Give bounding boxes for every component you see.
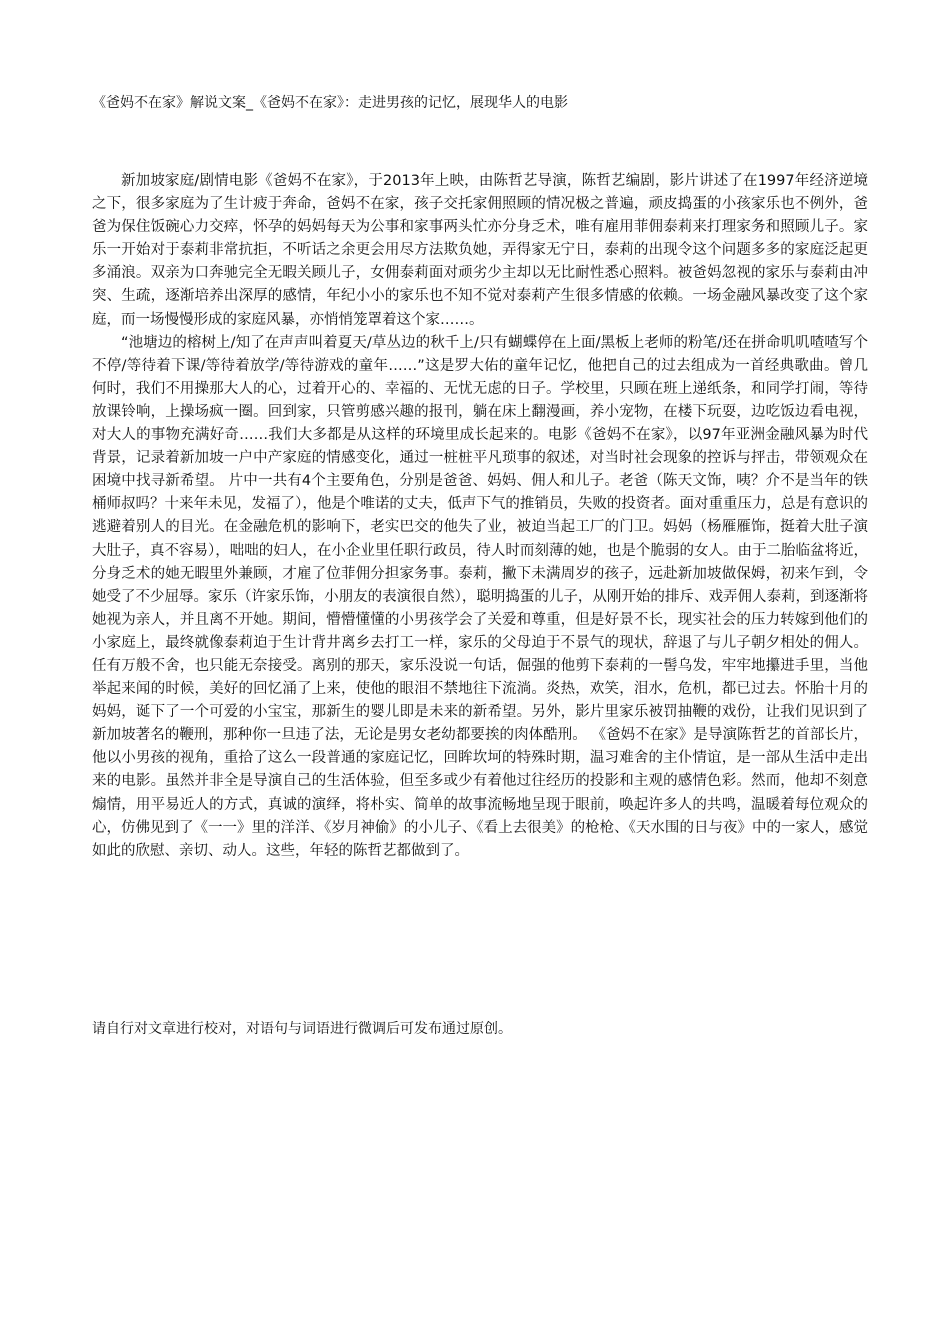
paragraph: 新加坡家庭/剧情电影《爸妈不在家》，于2013年上映，由陈哲艺导演，陈哲艺编剧，影片讲述了在1997年经济逆境之下，很多家庭为了生计疲于奔命，爸妈不在家，孩子交托家佣照顾的情况极之普遍，顽皮捣蛋的小孩家乐也不例外，爸爸为保住饭碗心力交瘁，怀孕的妈妈每天为公事和家事两头忙亦分身乏术，唯有雇用菲佣泰莉来打理家务和照顾儿子。家乐一开始对于泰莉非常抗拒，不听话之余更会用尽方法欺负她，弄得家无宁日，泰莉的出现令这个问题多多的家庭泛起更多涌浪。双亲为口奔驰完全无暇关顾儿子，女佣泰莉面对顽劣少主却以无比耐性悉心照料。被爸妈忽视的家乐与泰莉由冲突、生疏，逐渐培养出深厚的感情，年纪小小的家乐也不知不觉对泰莉产生很多情感的依赖。一场金融风暴改变了这个家庭，而一场慢慢形成的家庭风暴，亦悄悄笼罩着这个家……。: [92, 173, 868, 328]
document-title: 《爸妈不在家》解说文案_《爸妈不在家》：走进男孩的记忆，展现华人的电影: [92, 95, 568, 111]
document-body: [92, 170, 868, 863]
paragraph: “池塘边的榕树上/知了在声声叫着夏天/草丛边的秋千上/只有蝴蝶停在上面/黑板上老师的粉笔/还在拼命叽叽喳喳写个不停/等待着下课/等待着放学/等待游戏的童年……”这是罗大佑的童年记忆，他把自己的过去组成为一首经典歌曲。曾几何时，我们不用操那大人的心，过着开心的、幸福的、无忧无虑的日子。学校里，只顾在班上递纸条，和同学打闹，等待放课铃响，上操场疯一圈。回到家，只管剪感兴趣的报刊，躺在床上翻漫画，养小宠物，在楼下玩耍，边吃饭边看电视，对大人的事物充满好奇……我们大多都是从这样的环境里成长起来的。电影《爸妈不在家》，以97年亚洲金融风暴为时代背景，记录着新加坡一户中产家庭的情感变化，通过一桩桩平凡琐事的叙述，对当时社会现象的控诉与抨击，带领观众在困境中找寻新希望。 片中一共有4个主要角色，分别是爸爸、妈妈、佣人和儿子。老爸（陈天文饰，咦？介不是当年的铁桶师叔吗？十来年未见，发福了），他是个唯诺的丈夫，低声下气的推销员，失败的投资者。面对重重压力，总是有意识的逃避着别人的目光。在金融危机的影响下，老实巴交的他失了业，被迫当起工厂的门卫。妈妈（杨雁雁饰，挺着大肚子演大肚子，真不容易），咄咄的妇人，在小企业里任职行政员，待人时而刻薄的她，也是个脆弱的女人。由于二胎临盆将近，分身乏术的她无暇里外兼顾，才雇了位菲佣分担家务事。泰莉，撇下未满周岁的孩子，远赴新加坡做保姆，初来乍到，令她受了不少屈辱。家乐（许家乐饰，小朋友的表演很自然），聪明捣蛋的儿子，从刚开始的排斥、戏弄佣人泰莉，到逐渐将她视为亲人，并且离不开她。期间，懵懵懂懂的小男孩学会了关爱和尊重，但是好景不长，现实社会的压力转嫁到他们的小家庭上，最终就像泰莉迫于生计背井离乡去打工一样，家乐的父母迫于不景气的现状，辞退了与儿子朝夕相处的佣人。任有万般不舍，也只能无奈接受。离别的那天，家乐没说一句话，倔强的他剪下泰莉的一髻乌发，牢牢地攥进手里，当他举起来闻的时候，美好的回忆涌了上来，使他的眼泪不禁地往下流淌。炎热，欢笑，泪水，危机，都已过去。怀胎十月的妈妈，诞下了一个可爱的小宝宝，那新生的婴儿即是未来的新希望。另外，影片里家乐被罚抽鞭的戏份，让我们见识到了新加坡著名的鞭刑，那种你一旦违了法，无论是男女老幼都要挨的肉体酷刑。 《爸妈不在家》是导演陈哲艺的首部长片，他以小男孩的视角，重拾了这么一段普通的家庭记忆，回眸坎坷的特殊时期，温习难舍的主仆情谊，是一部从生活中走出来的电影。虽然并非全是导演自己的生活体验，但至多或少有着他过往经历的投影和主观的感情色彩。然而，他却不刻意煽情，用平易近人的方式，真诚的演绎，将朴实、简单的故事流畅地呈现于眼前，唤起许多人的共鸣，温暖着每位观众的心，仿佛见到了《一一》里的洋洋、《岁月神偷》的小儿子、《看上去很美》的枪枪、《天水围的日与夜》中的一家人，感觉如此的欣慰、亲切、动人。这些，年轻的陈哲艺都做到了。: [92, 334, 868, 859]
document-footer-note: 请自行对文章进行校对，对语句与词语进行微调后可发布通过原创。: [92, 1021, 512, 1037]
